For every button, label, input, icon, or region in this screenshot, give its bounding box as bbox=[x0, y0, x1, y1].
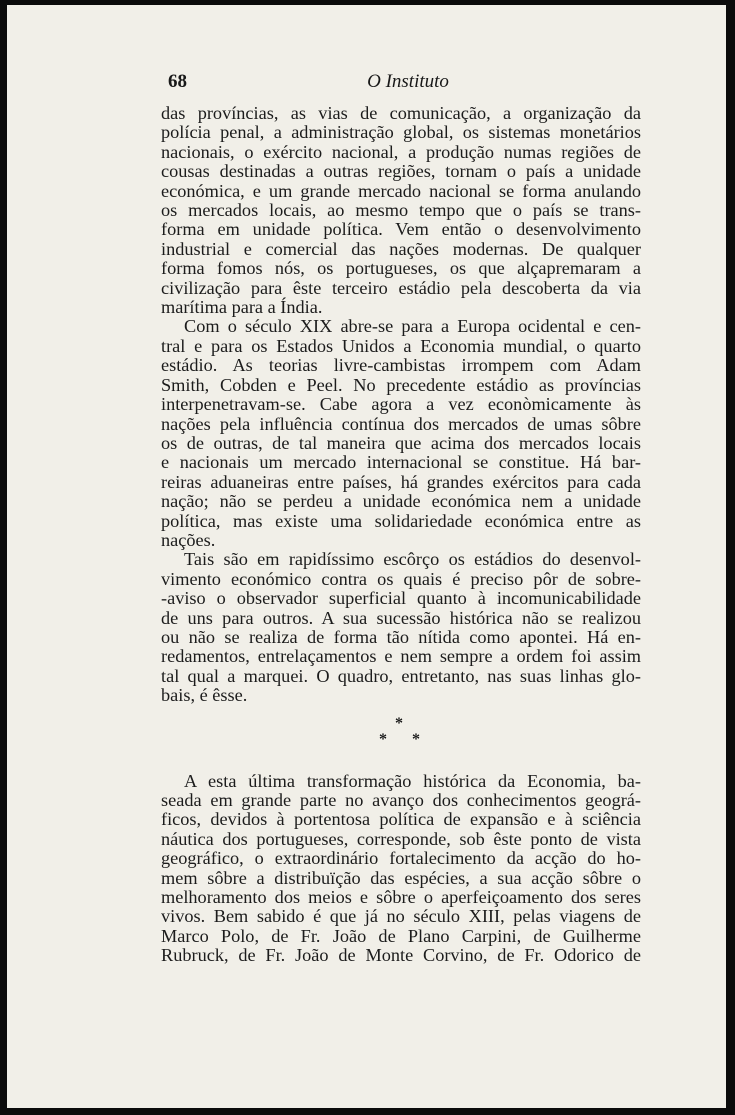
text-line: interpenetravam-se. Cabe agora a vez econòmicamente às bbox=[161, 394, 641, 415]
text-line: Smith, Cobden e Peel. No precedente estádio as províncias bbox=[161, 374, 641, 395]
text-line: ou não se realiza de forma tão nítida como apontei. Há en- bbox=[161, 626, 641, 647]
text-line: Tais são em rapidíssimo escôrço os estádios do desenvol- bbox=[184, 549, 641, 570]
text-line: geográfico, o extraordinário fortalecimento da acção do ho- bbox=[161, 848, 641, 869]
page-header bbox=[168, 71, 648, 95]
text-line: nações pela influência contínua dos mercados de umas sôbre bbox=[161, 413, 641, 434]
text-line: seada em grande parte no avanço dos conhecimentos geográ- bbox=[161, 790, 641, 810]
text-line: nações. bbox=[161, 529, 216, 550]
text-line: ficos, devidos à portentosa política de expansão e à sciência bbox=[161, 809, 641, 830]
text-line: económica, e um grande mercado nacional se forma anulando bbox=[161, 180, 641, 201]
text-line: Com o século XIX abre-se para a Europa ocidental e cen- bbox=[184, 316, 641, 337]
text-line: industrial e comercial das nações modernas. De qualquer bbox=[161, 238, 641, 259]
running-title: O Instituto bbox=[367, 71, 449, 92]
text-line: cousas destinadas a outras regiões, tornam o país a unidade bbox=[161, 161, 641, 182]
text-line: melhoramento dos meios e sôbre o aperfeiçoamento dos seres bbox=[161, 887, 641, 908]
text-line: Rubruck, de Fr. João de Monte Corvino, de Fr. Odorico de bbox=[161, 945, 641, 966]
page-number: 68 bbox=[168, 71, 187, 92]
text-line: civilização para êste terceiro estádio pela descoberta da via bbox=[161, 277, 641, 298]
text-line: tal qual a marquei. O quadro, entretanto, nas suas linhas glo- bbox=[161, 665, 641, 686]
text-line: nação; não se perdeu a unidade económica nem a unidade bbox=[161, 491, 641, 512]
text-line: náutica dos portugueses, corresponde, sob êste ponto de vista bbox=[161, 828, 641, 849]
asterism-star: * bbox=[412, 730, 420, 748]
text-line: nacionais, o exército nacional, a produção numas regiões de bbox=[161, 141, 641, 162]
text-line: vivos. Bem sabido é que já no século XIII, pelas viagens de bbox=[161, 906, 641, 927]
text-line: A esta última transformação histórica da Economia, ba- bbox=[184, 770, 641, 791]
text-line: estádio. As teorias livre-cambistas irrompem com Adam bbox=[161, 355, 641, 376]
text-line: bais, é êsse. bbox=[161, 685, 248, 706]
text-line: reiras aduaneiras entre países, há grandes exércitos para cada bbox=[161, 471, 641, 492]
paragraph-4 bbox=[161, 772, 641, 966]
section-break bbox=[161, 706, 641, 772]
text-line: mem sôbre a distribuïção das espécies, a sua acção sôbre o bbox=[161, 867, 641, 888]
text-line: das províncias, as vias de comunicação, a organização da bbox=[161, 103, 641, 123]
text-line: tral e para os Estados Unidos a Economia mundial, o quarto bbox=[161, 335, 641, 356]
text-line: de uns para outros. A sua sucessão histórica não se realizou bbox=[161, 607, 641, 628]
text-line: os de outras, de tal maneira que acima dos mercados locais bbox=[161, 432, 641, 453]
paragraph-3 bbox=[161, 550, 641, 705]
paragraph-1 bbox=[161, 104, 641, 317]
body-text bbox=[161, 104, 641, 966]
text-line: e nacionais um mercado internacional se constitue. Há bar- bbox=[161, 452, 641, 473]
text-line: polícia penal, a administração global, os sistemas monetários bbox=[161, 122, 641, 143]
text-line: marítima para a Índia. bbox=[161, 297, 323, 318]
text-line: forma em unidade política. Vem então o desenvolvimento bbox=[161, 219, 641, 240]
text-line: vimento económico contra os quais é preciso pôr de sobre- bbox=[161, 568, 641, 589]
asterism-star: * bbox=[379, 730, 387, 748]
text-line: política, mas existe uma solidariedade económica entre as bbox=[161, 510, 641, 531]
text-line: -aviso o observador superficial quanto à incomunicabilidade bbox=[161, 588, 641, 609]
text-line: forma fomos nós, os portugueses, os que alçapremaram a bbox=[161, 258, 641, 279]
asterism-star: * bbox=[395, 714, 403, 732]
paragraph-2 bbox=[161, 317, 641, 550]
text-line: Marco Polo, de Fr. João de Plano Carpini, de Guilherme bbox=[161, 925, 641, 946]
text-line: os mercados locais, ao mesmo tempo que o país se trans- bbox=[161, 200, 641, 221]
text-line: redamentos, entrelaçamentos e nem sempre a ordem foi assim bbox=[161, 646, 641, 667]
